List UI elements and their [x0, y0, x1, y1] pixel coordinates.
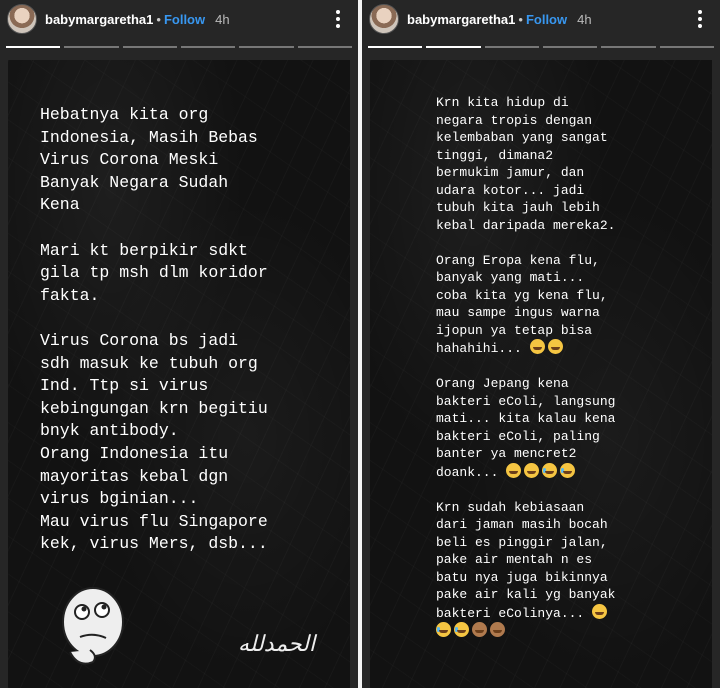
story-paragraph-text: Orang Jepang kena bakteri eColi, langsung mati... kita kalau kena bakteri eColi, paling banter ya mencret2 doank...: [436, 376, 616, 480]
grinning-emoji-icon: [548, 339, 563, 354]
follow-button[interactable]: Follow: [525, 11, 568, 27]
story-content[interactable]: [370, 60, 712, 688]
story-paragraph-with-emoji: [436, 252, 701, 358]
story-progress-bar: [6, 46, 352, 48]
see-no-evil-monkey-icon: [472, 622, 487, 637]
meme-face-sticker: [58, 582, 128, 672]
story-paragraph: Orang Indonesia itu mayoritas kebal dgn virus bginian... Mau virus flu Singapore kek, virus Mers, dsb...: [40, 443, 268, 554]
story-paragraph: Mari kt berpikir sdkt gila tp msh dlm koridor fakta.: [40, 240, 268, 305]
progress-segment: [660, 46, 714, 48]
story-paragraph-with-emoji: [436, 375, 701, 481]
laughing-tears-emoji-icon: [542, 463, 557, 478]
progress-segment: [64, 46, 118, 48]
username[interactable]: babymargaretha1: [45, 11, 154, 27]
progress-segment: [298, 46, 352, 48]
story-header: [0, 0, 358, 38]
more-options-icon[interactable]: [330, 10, 346, 28]
separator-dot: •: [156, 11, 161, 27]
story-progress-bar: [368, 46, 714, 48]
laughing-tears-emoji-icon: [560, 463, 575, 478]
story-paragraph-text: Orang Eropa kena flu, banyak yang mati... coba kita yg kena flu, mau sampe ingus warna ijopun ya tetap bisa hahahihi...: [436, 252, 608, 356]
follow-button[interactable]: Follow: [163, 11, 206, 27]
progress-segment: [181, 46, 235, 48]
story-paragraph: Virus Corona bs jadi sdh masuk ke tubuh org Ind. Ttp si virus kebingungan krn begitiu bnyk antibody.: [40, 330, 268, 441]
more-options-icon[interactable]: [692, 10, 708, 28]
progress-segment: [239, 46, 293, 48]
laughing-tears-emoji-icon: [436, 622, 451, 637]
username[interactable]: babymargaretha1: [407, 11, 516, 27]
story-paragraph: Krn kita hidup di negara tropis dengan kelembaban yang sangat tinggi, dimana2 bermukim jamur, dan udara kotor... jadi tubuh kita jauh lebih kebal daripada mereka2.: [436, 95, 616, 233]
story-text: [436, 94, 701, 658]
progress-segment: [123, 46, 177, 48]
progress-segment: [6, 46, 60, 48]
post-time: 4h: [215, 11, 230, 27]
grinning-sweat-emoji-icon: [592, 604, 607, 619]
progress-segment: [543, 46, 597, 48]
story-header: [362, 0, 720, 38]
progress-segment: [368, 46, 422, 48]
see-no-evil-monkey-icon: [490, 622, 505, 637]
alhamdulillah-sticker: الحمدلله: [238, 632, 316, 657]
story-text: [40, 104, 345, 578]
avatar[interactable]: [369, 4, 399, 34]
avatar[interactable]: [7, 4, 37, 34]
story-panel-left: [0, 0, 358, 688]
grinning-sweat-emoji-icon: [524, 463, 539, 478]
progress-segment: [485, 46, 539, 48]
grinning-sweat-emoji-icon: [506, 463, 521, 478]
story-paragraph: Hebatnya kita org Indonesia, Masih Bebas Virus Corona Meski Banyak Negara Sudah Kena: [40, 105, 258, 215]
laughing-tears-emoji-icon: [454, 622, 469, 637]
story-paragraph-with-emoji: [436, 499, 701, 641]
grinning-emoji-icon: [530, 339, 545, 354]
post-time: 4h: [577, 11, 592, 27]
progress-segment: [426, 46, 480, 48]
separator-dot: •: [518, 11, 523, 27]
progress-segment: [601, 46, 655, 48]
story-paragraph-text: Krn sudah kebiasaan dari jaman masih bocah beli es pinggir jalan, pake air mentah n es batu nya juga bikinnya pake air kali yg banyak bakteri eColinya...: [436, 499, 616, 621]
story-panel-right: [362, 0, 720, 688]
